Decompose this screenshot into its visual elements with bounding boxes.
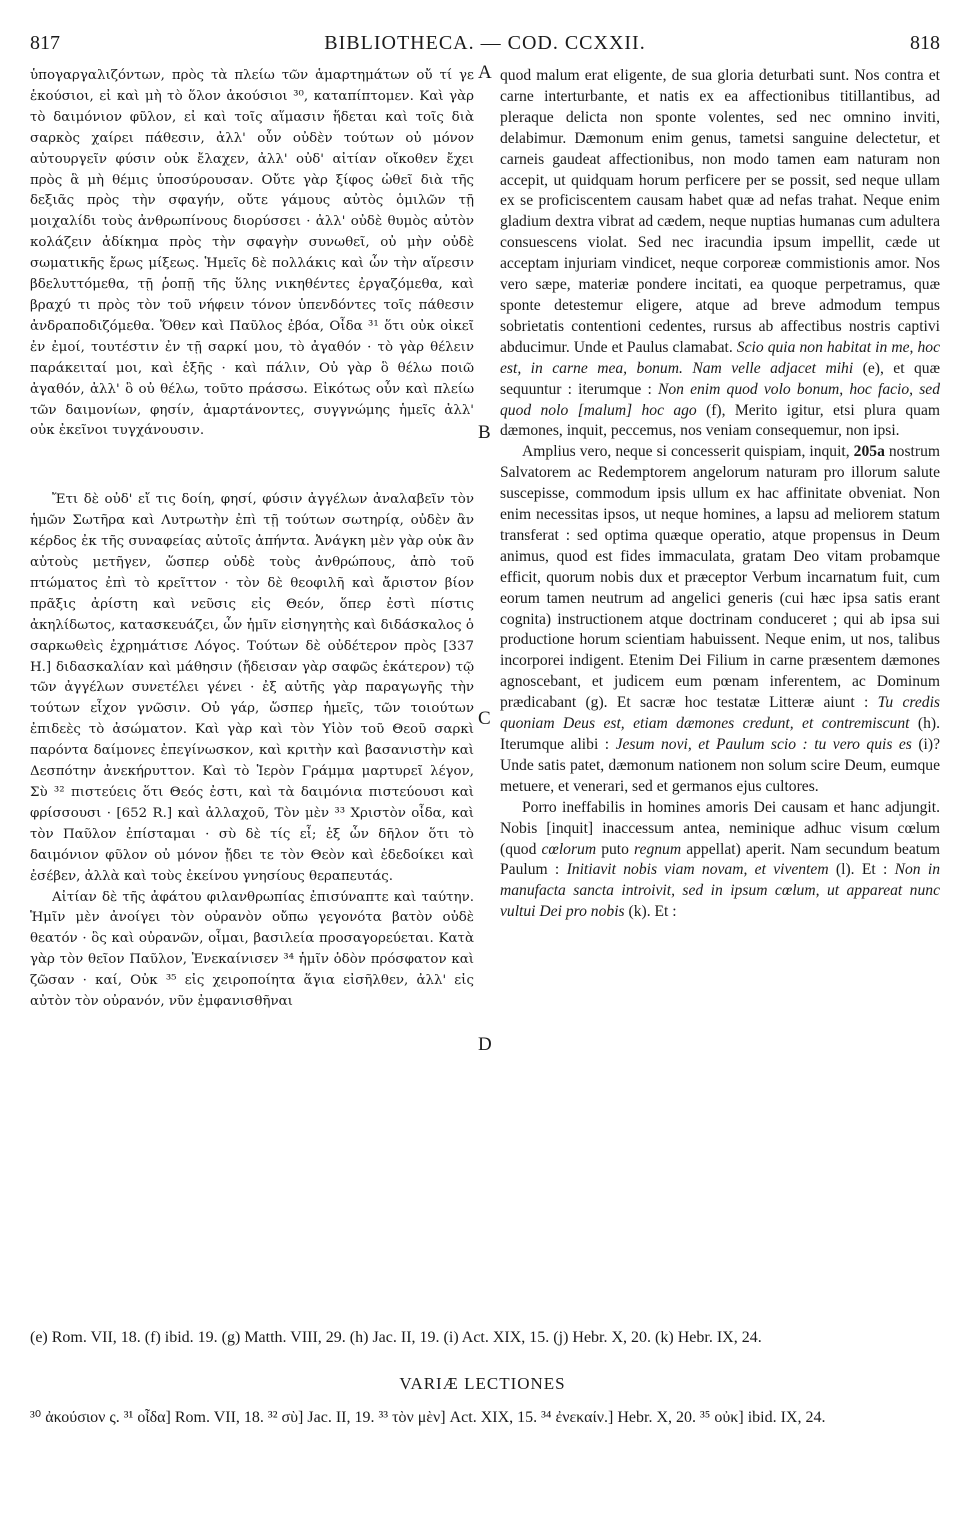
greek-paragraph-1: ὑπογαργαλιζόντων, πρὸς τὰ πλείω τῶν ἁμαρτημάτων οὔ τί γε ἑκούσιοι, εἰ καὶ μὴ τὸ ὅλον ἀκούσιοι ³⁰, καταπίπτομεν. Καὶ γὰρ τὸ δαιμόνιον φῦλον, εἰ καὶ τοῖς αἵμασιν ἥδεται καὶ τοῖς διὰ σαρκὸς χαίρει πάθεσιν, ἀλλ' οὖν οὐδὲν τούτων οὐ μόνον αὐτουργεῖν φύσιν οὐκ ἔλαχεν, ἀλλ' οὐδ' αἰτίαν οἴκοθεν ἔχει πρὸς ἃ μὴ θέμις ὑποσύρουσαν. Οὔτε γὰρ ξίφος ὠθεῖ διὰ τῆς δεξιᾶς πρὸς τὴν σφαγήν, οὔτε γάμους αὐτὸς ὁμιλῶν τῇ μοιχαλίδι τοὺς ἀνθρωπίνους διορύσσει · ἀλλ' οὐδὲ θυμὸς αὐτὸν κολάζειν ἀδίκημα πρὸς τὴν σφαγὴν συνωθεῖ, οὐ μὴν οὐδὲ σωματικῆς ἔρως μίξεως. Ἡμεῖς δὲ πολλάκις καὶ ὧν τὴν αἵρεσιν βδελυττόμεθα, τῇ ῥοπῇ τῆς ὕλης νικηθέντες ἐργαζόμεθα, καὶ βραχύ τι πρὸς τὸν τοῦ νήφειν τόνον ὑπενδόντες τοῖς πάθεσιν ἀνδραποδιζόμεθα. Ὅθεν καὶ Παῦλος ἐβόα, Οἶδα ³¹ ὅτι οὐκ οἰκεῖ ἐν ἐμοί, τουτέστιν ἐν τῇ σαρκί μου, τὸ ἀγαθόν · τὸ γὰρ θέλειν παράκειταί μοι, καὶ ἑξῆς · καὶ πάλιν, Οὐ γὰρ ὃ θέλω ποιῶ ἀγαθόν, ἀλλ' ὃ οὐ θέλω, τοῦτο πράσσω. Εἰκότως οὖν καὶ πλείω τῶν δαιμονίων, φησίν, ἁμαρτάνοντες, συγγνώμης ἡμεῖς ἀλλ' οὐκ ἐκεῖνοι τυγχάνουσιν. (30, 68, 474, 439)
latin-p2-note-1: (h). Iterumque alibi : (500, 715, 940, 753)
greek-paragraph-3: Αἰτίαν δὲ τῆς ἀφάτου φιλανθρωπίας ἐπισύναπτε καὶ ταύτην. Ἡμῖν μὲν ἀνοίγει τὸν οὐρανὸν οὔπω γεγονότα βατὸν οὐδὲ θεατόν · ὃς καὶ οὐρανῶν, οἶμαι, βασιλεία προσαγορεύεται. Κατὰ γὰρ τὸν θεῖον Παῦλον, Ἐνεκαίνισεν ³⁴ ἡμῖν ὁδὸν πρόσφατον καὶ ζῶσαν · καί, Οὐκ ³⁵ εἰς χειροποίητα ἅγια εἰσῆλθεν, ἀλλ' εἰς αὐτὸν τὸν οὐρανόν, νῦν ἐμφανισθῆναι (30, 889, 474, 1010)
right-page-number: 818 (910, 32, 940, 54)
section-marker-a: A (478, 62, 492, 83)
latin-p2-quote-2: Jesum novi, et Paulum scio : tu vero quis es (615, 736, 912, 753)
greek-paragraph-2: Ἔτι δὲ οὐδ' εἴ τις δοίη, φησί, φύσιν ἀγγέλων ἀναλαβεῖν τὸν ἡμῶν Σωτῆρα καὶ Λυτρωτὴν ἐπὶ τῇ τούτων σωτηρίᾳ, οὐδὲν ἂν κέρδος ἐκ τῆς συναφείας αὐτοῖς ἀπήντα. Ἀνάγκη μὲν γὰρ οὐκ ἂν αὐτοὺς μετῆγεν, ὥσπερ οὐδὲ τοὺς ἀνθρώπους, ἀπὸ τοῦ πτώματος ἐπὶ τὸ κρεῖττον · τὸν δὲ θεοφιλῆ καὶ ἄριστον βίον πρᾶξις ἀρίστη καὶ νεῦσις εἰς Θεόν, ὅπερ ἐστὶ πίστις ἀκηλίδωτος, κατασκευάζει, ὧν ἡμῖν εἰσηγητὴς καὶ διδάσκαλος ὁ σαρκωθεὶς ἐχρημάτισε Λόγος. Τούτων δὲ οὐδέτερον πρὸς [337 H.] διδασκαλίαν καὶ μάθησιν (ἤδεισαν γὰρ σαφῶς ἑκάτερον) τῷ τῶν ἀγγέλων συνετέλει γένει · ἐξ αὐτῆς γὰρ παραγωγῆς τὴν τούτων εἶχον γνῶσιν. Οὐ γάρ, ὥσπερ ἡμεῖς, τῶν τοιούτων ἐπιδεὲς τὸ ἀσώματον. Καὶ γὰρ καὶ τὸν Υἱὸν τοῦ Θεοῦ σαρκὶ παρόντα δαίμονες ἐπεγίνωσκον, καὶ κριτὴν καὶ βασανιστὴν καὶ Δεσπότην ἀνεκήρυττον. Καὶ τὸ Ἱερὸν Γράμμα μαρτυρεῖ λέγον, Σὺ ³² πιστεύεις ὅτι Θεός ἐστι, καὶ τὰ δαιμόνια πιστεύουσι καὶ φρίσσουσι · [652 R.] καὶ ἀλλαχοῦ, Τὸν μὲν ³³ Χριστὸν οἶδα, καὶ τὸν Παῦλον ἐπίσταμαι · σὺ δὲ τίς εἶ; ἐξ ὧν δῆλον ὅτι τὸ δαιμόνιον φῦλον οὐ μόνον ᾔδει τε τὸν Θεὸν καὶ ἐδεδοίκει καὶ ἐσέβεν, ἀλλὰ καὶ τοὺς ἐκείνου γνησίους θεραπευτάς. (30, 492, 474, 884)
latin-p2-text-b: nostrum Salvatorem ac Redemptorem angelorum naturam pro illorum salute suscepisse, commodum ipsis ullum ex hac affinitate obveniat. Non enim necessitas ipsos, ut neque homines, a lapsu ad meliorem statum transferat : sed optima quæque operatio, atque propensus in Deum animus, quod est fides immaculata, gratam Deo vitam probamque efficit, quorum nobis dux et præceptor Verbum incarnatum fuit, cum eorum tamen neutrum ad angelici generis (cui hæc ipsa satis erant cognita) instructionem atque doctrinam conduceret ; qui ab ipsa sui productione horum scientiam habuissent. Neque enim, ut nos, talibus incorporei indigent. Etenim Dei Filium in carne præsentem dæmones agnoscebant, et judicem eum pœnam inferentem, ac Dominum prædicabant (g). Et sacræ hoc testatæ Litteræ aiunt : (500, 443, 940, 712)
running-title: BIBLIOTHECA. — COD. CCXXII. (324, 32, 646, 54)
section-marker-b: B (478, 422, 491, 443)
latin-p3-text-a: Porro ineffabilis in homines amoris Dei causam et hanc adjungit. Nobis [inquit] inaccessum antea, neminique adhuc visum cœlum (quod (500, 798, 940, 858)
latin-p3-italic-2: regnum (634, 840, 682, 858)
latin-paragraph-3 (500, 798, 940, 923)
latin-p1-quote-2: Non enim quod volo bonum, hoc facio, sed quod nolo [malum] hoc ago (500, 380, 940, 419)
latin-p2-text-a: Amplius vero, neque si concesserit quispiam, inquit, (522, 443, 850, 461)
latin-p3-text-d: (l). Et : (835, 861, 888, 879)
latin-paragraph-2 (500, 442, 940, 797)
greek-column (30, 66, 474, 1013)
scripture-footnotes: (e) Rom. VII, 18. (f) ibid. 19. (g) Matth. VIII, 29. (h) Jac. II, 19. (i) Act. XIX, 15. (j) Hebr. X, 20. (k) Hebr. IX, 24. (30, 1329, 762, 1346)
latin-p3-italic-1: cœlorum (541, 840, 597, 858)
page-reference: 205a (853, 443, 885, 461)
variae-lectiones-title: VARIÆ LECTIONES (399, 1374, 566, 1393)
left-page-number: 817 (30, 32, 60, 54)
section-marker-c: C (478, 708, 491, 729)
running-header (30, 32, 940, 62)
latin-p2-note-2: (i)? Unde satis patet, dæmonum nationem non solum scire Deum, eumque metuere, et venerari, sed et germanos ejus cultores. (500, 736, 940, 795)
latin-p3-text-e: (k). Et : (628, 903, 677, 921)
latin-p1-quote-1: Scio quia non habitat in me, hoc est, in carne mea, bonum. Nam velle adjacet mihi (500, 338, 940, 377)
latin-column (500, 66, 940, 923)
latin-p1-note-1: (e), et quæ sequuntur : iterumque : (500, 359, 940, 398)
latin-p2-quote-1: Tu credis quoniam Deus est, etiam dæmones credunt, et contremiscunt (500, 694, 940, 733)
latin-paragraph-1 (500, 66, 940, 442)
latin-p3-quote-2: Non in manufacta sancta introivit, sed in ipsum cœlum, ut appareat nunc vultui Dei pro nobis (500, 861, 941, 921)
latin-p3-quote-1: Initiavit nobis viam novam, et viventem (566, 861, 829, 879)
latin-p1-text: quod malum erat eligente, de sua gloria deturbati sunt. Nos contra et carne interturbante, et natis ex ea affectionibus titillantibus, ad pleraque delicta non sponte volentes, sed nec omnino inviti, delabimur. Dæmonum enim genus, tametsi sanguine delectetur, et carneis gaudeat affectionibus, non modo tamen eam naturam non accepit, ut quidquam horum perficere per se possit, sed neque ullam ex se proficiscentem causam habet quæ ad nefas trahat. Neque enim gladium dextra vibrat ad cædem, neque nuptias humanas cum adultera consuescens violat. Sed nec iracundia ipsum impellit, cæde ut acceptam injuriam vindicet, neque corporeæ commistionis amor. Nos vero sæpe, materiæ pondere incitati, ea quoque perpetramus, quæ sponte detestemur eligere, atque ad breve admodum tempus sobrietatis contentioni cedentes, rursus ab affectibus nostris captivi abducimur. Unde et Paulus clamabat. (500, 67, 940, 356)
latin-p3-text-c: appellat) aperit. Nam secundum beatum Paulum : (500, 840, 940, 879)
latin-p1-note-2: (f), Merito igitur, etsi plura quam dæmones, inquit, peccemus, nos veniam consequemur, non ipsi. (500, 401, 940, 440)
section-marker-d: D (478, 1034, 492, 1055)
latin-p3-text-b: puto (601, 840, 629, 858)
variae-lectiones-body: ³⁰ ἀκούσιον ς. ³¹ οἶδα] Rom. VII, 18. ³² σὺ] Jac. II, 19. ³³ τὸν μὲν] Act. XIX, 15. ³⁴ ἐνεκαίν.] Hebr. X, 20. ³⁵ οὐκ] ibid. IX, 24. (30, 1409, 826, 1426)
